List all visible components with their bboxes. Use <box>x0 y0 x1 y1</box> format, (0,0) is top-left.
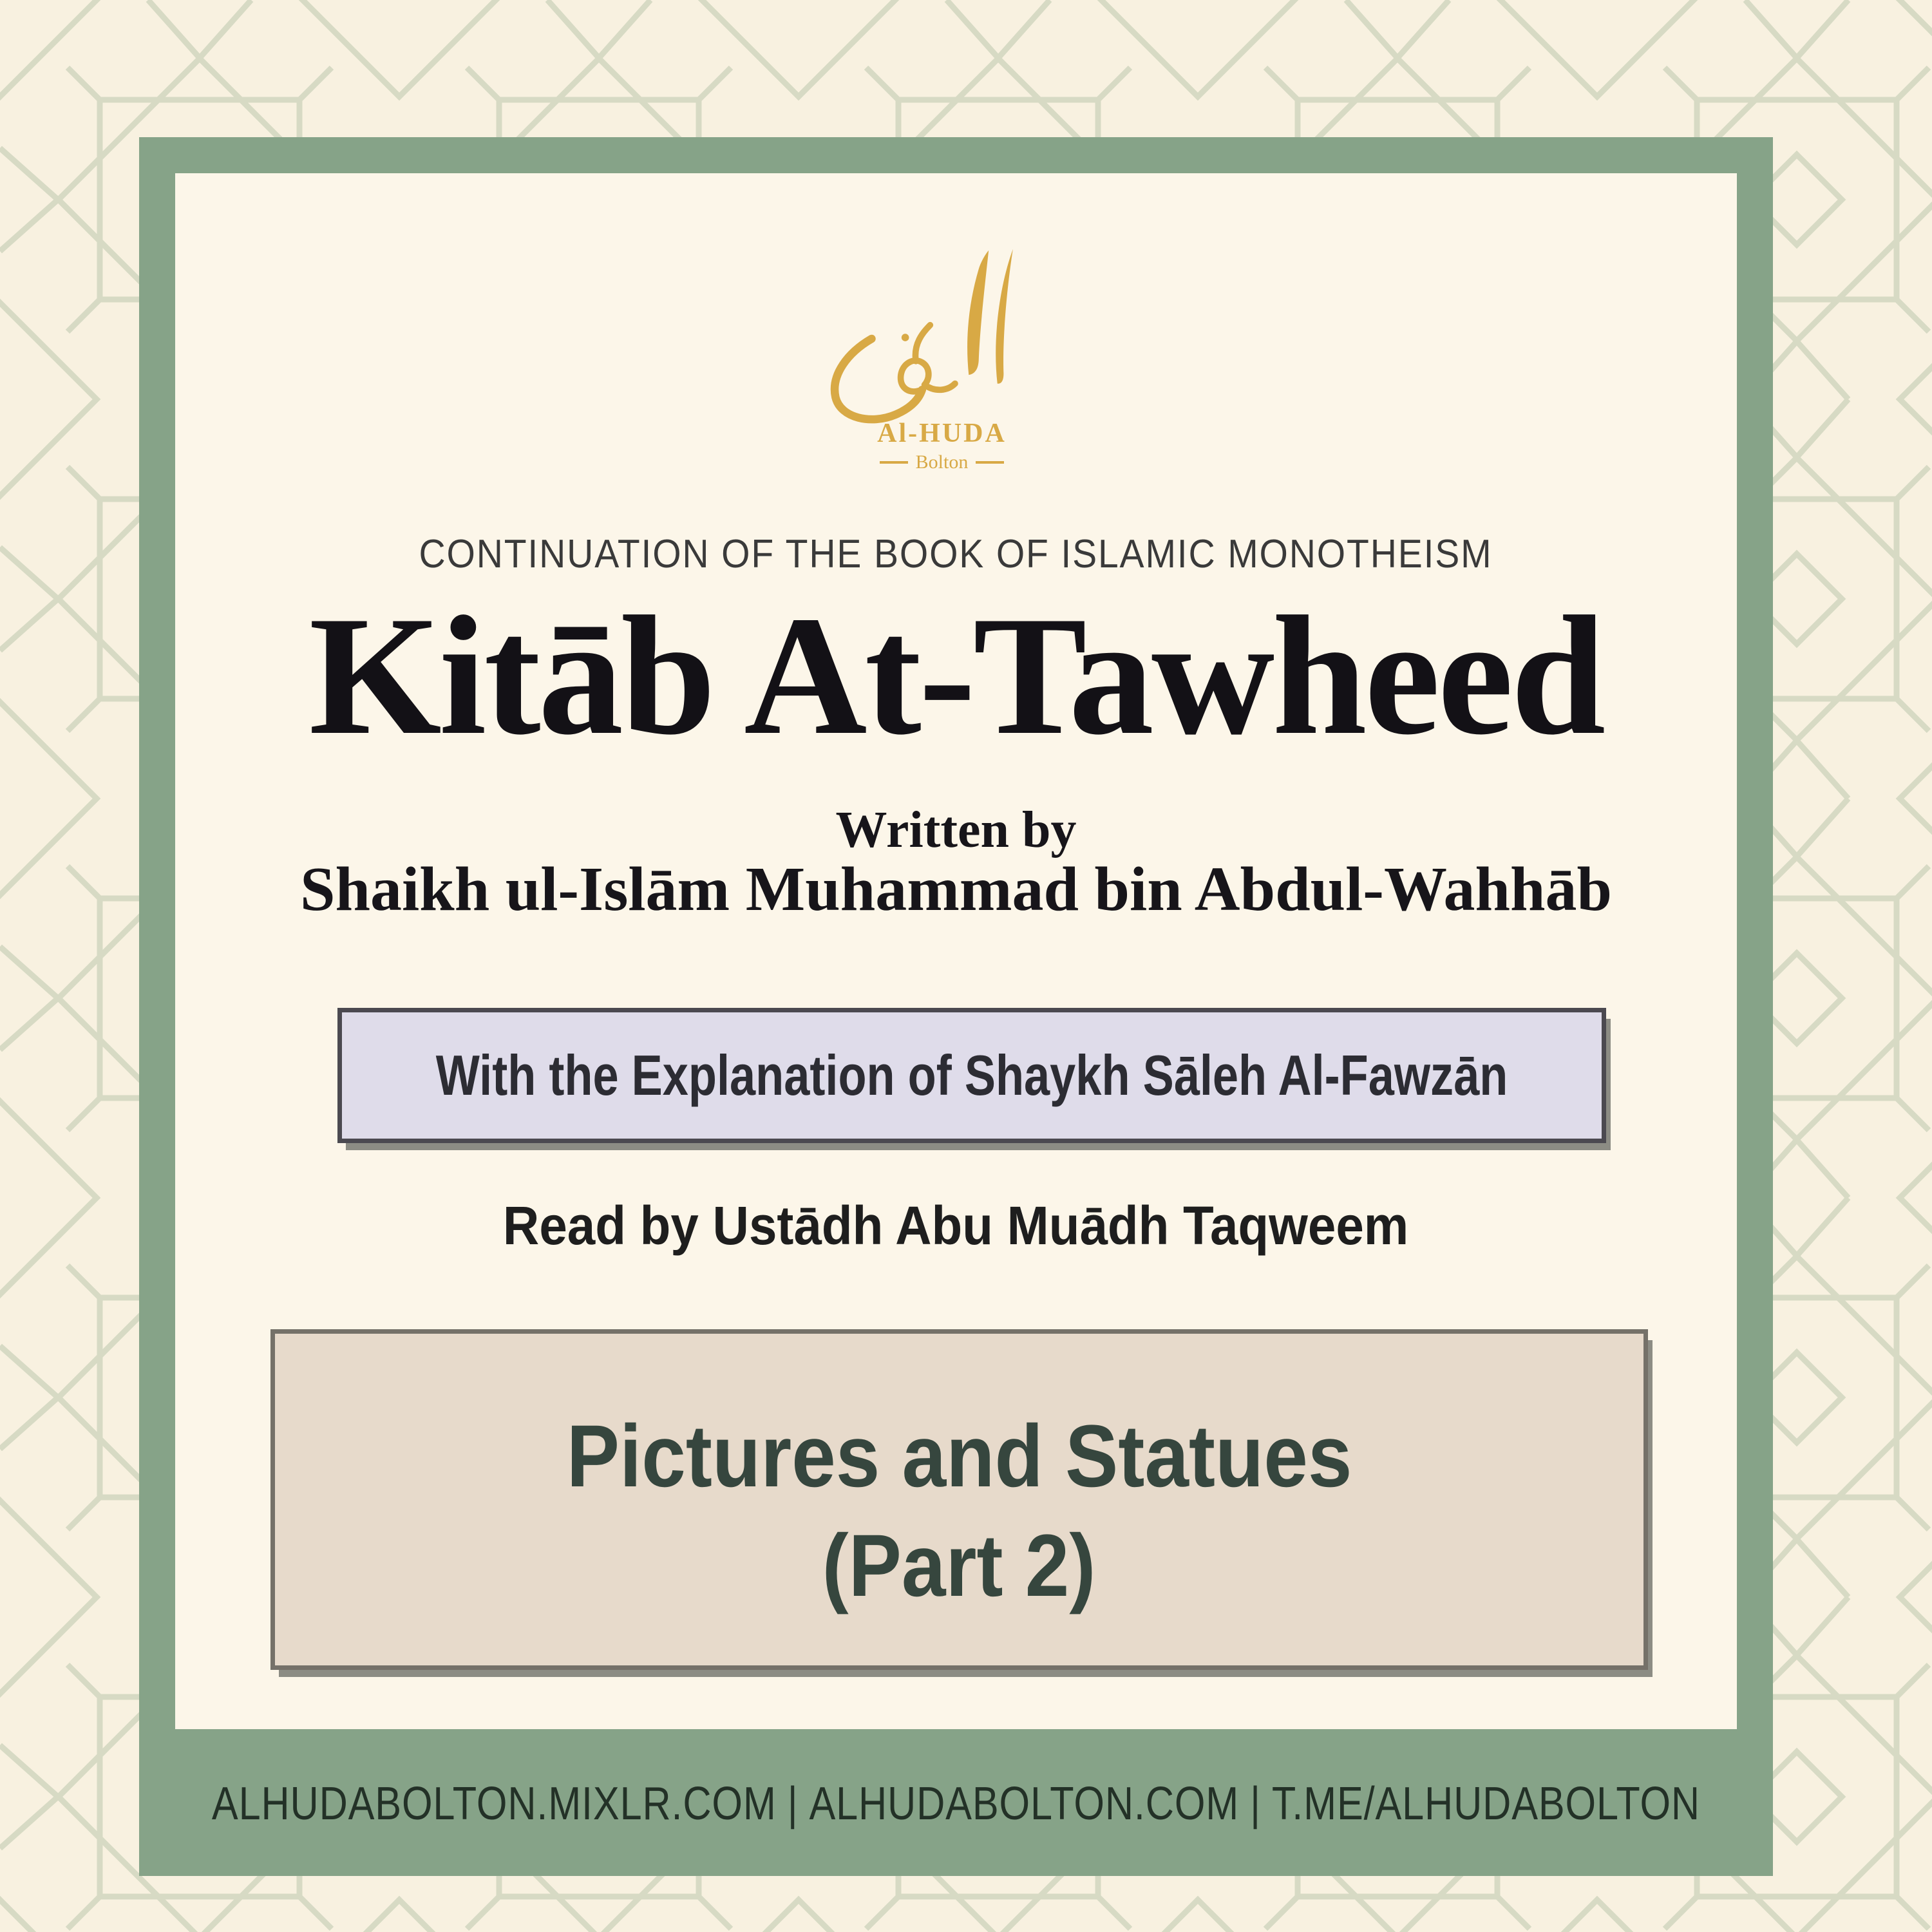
separator: | <box>1250 1778 1261 1830</box>
written-by-label: Written by <box>835 802 1077 858</box>
eyebrow-heading <box>175 531 1737 577</box>
dash-decoration <box>880 461 908 464</box>
logo-subname-label: Bolton <box>915 451 969 473</box>
green-frame <box>139 137 1773 1876</box>
topic-box <box>270 1329 1648 1670</box>
reader-text: Read by Ustādh Abu Muādh Taqweem <box>503 1195 1409 1256</box>
footer-links-band <box>139 1729 1773 1876</box>
footer-link-mixlr: ALHUDABOLTON.MIXLR.COM <box>211 1778 777 1830</box>
alhuda-logo <box>175 245 1737 473</box>
dash-decoration <box>976 461 1004 464</box>
inner-panel <box>175 173 1737 1729</box>
footer-link-site: ALHUDABOLTON.COM <box>809 1778 1240 1830</box>
logo-subname <box>161 451 1723 473</box>
footer-links <box>212 1777 1700 1830</box>
page-title: Kitāb At-Tawheed <box>308 582 1604 770</box>
reader-line <box>175 1195 1737 1257</box>
author-name: Shaikh ul-Islām Muhammad bin Abdul-Wahhāb <box>299 855 1613 924</box>
eyebrow-text: CONTINUATION OF THE BOOK OF ISLAMIC MONOTHEISM <box>419 532 1493 576</box>
explanation-text: With the Explanation of Shaykh Sāleh Al-Fawzān <box>435 1043 1508 1107</box>
topic-title: Pictures and Statues <box>566 1406 1352 1506</box>
separator: | <box>787 1778 799 1830</box>
footer-link-telegram: T.ME/ALHUDABOLTON <box>1271 1778 1701 1830</box>
topic-part: (Part 2) <box>822 1516 1096 1615</box>
logo-wordmark: Al-HUDA <box>877 419 1007 448</box>
arabic-calligraphy-icon <box>808 245 1027 432</box>
explanation-box <box>337 1008 1606 1143</box>
